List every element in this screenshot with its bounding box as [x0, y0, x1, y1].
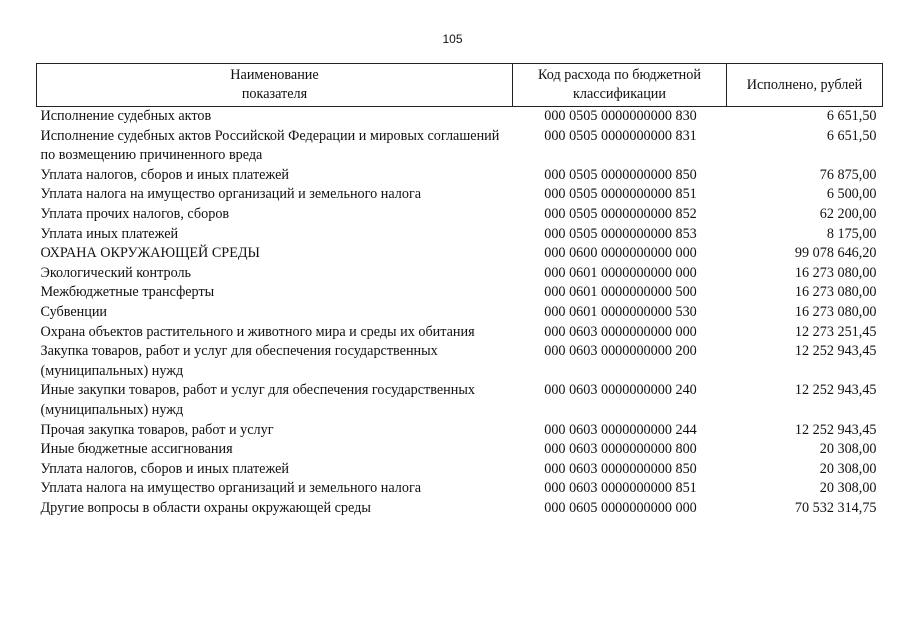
row-amount-cell: 99 078 646,20 [794, 245, 877, 262]
row-amount-cell: 16 273 080,00 [794, 284, 877, 301]
row-name-cell: Закупка товаров, работ и услуг для обеспечения государственных (муниципальных) нужд [40, 343, 438, 379]
row-code-cell: 000 0600 0000000000 000 [544, 245, 697, 262]
table-row [37, 440, 883, 460]
row-amount-cell: 6 651,50 [826, 127, 877, 144]
row-amount-cell: 20 308,00 [819, 441, 877, 458]
table-row [37, 421, 883, 441]
row-code-cell: 000 0505 0000000000 852 [544, 205, 697, 222]
row-name-cell: Исполнение судебных актов [40, 108, 212, 124]
row-code-cell: 000 0601 0000000000 500 [544, 284, 697, 301]
table-header-row [37, 64, 883, 107]
row-code-cell: 000 0601 0000000000 530 [544, 303, 697, 320]
header-name-line1: Наименование [230, 67, 319, 83]
table-row [37, 107, 883, 127]
table-row [37, 283, 883, 303]
budget-report-table [36, 63, 883, 518]
row-name-cell: Уплата налога на имущество организаций и земельного налога [40, 480, 422, 497]
row-name-cell: Экологический контроль [40, 264, 192, 281]
row-code-cell: 000 0603 0000000000 000 [544, 323, 697, 340]
row-amount-cell: 8 175,00 [826, 225, 877, 242]
row-amount-cell: 20 308,00 [819, 480, 877, 497]
row-name-cell: Другие вопросы в области охраны окружающей среды [40, 499, 371, 516]
row-amount-cell: 62 200,00 [819, 205, 877, 222]
table-row [37, 323, 883, 343]
row-name-cell: Иные закупки товаров, работ и услуг для обеспечения государственных (муниципальных) нужд [40, 382, 475, 418]
row-amount-cell: 6 651,50 [826, 108, 877, 124]
table-row [37, 499, 883, 519]
row-code-cell: 000 0601 0000000000 000 [544, 264, 697, 281]
table-row [37, 381, 883, 420]
row-name-cell: Иные бюджетные ассигнования [40, 441, 233, 458]
table-row [37, 166, 883, 186]
row-amount-cell: 76 875,00 [819, 166, 877, 183]
row-code-cell: 000 0603 0000000000 851 [544, 480, 697, 497]
row-amount-cell: 16 273 080,00 [794, 264, 877, 281]
row-code-cell: 000 0603 0000000000 200 [544, 343, 697, 360]
row-name-cell: Исполнение судебных актов Российской Федерации и мировых соглашений по возмещению причиненного вреда [40, 127, 500, 164]
row-code-cell: 000 0505 0000000000 850 [544, 166, 697, 183]
row-name-cell: Охрана объектов растительного и животного мира и среды их обитания [40, 323, 475, 340]
row-amount-cell: 16 273 080,00 [794, 303, 877, 320]
header-name-line2: показателя [241, 86, 308, 102]
row-amount-cell: 12 252 943,45 [794, 382, 877, 399]
row-amount-cell: 70 532 314,75 [794, 499, 877, 516]
table-row [37, 264, 883, 284]
row-name-cell: Уплата налогов, сборов и иных платежей [40, 460, 289, 477]
header-amount: Исполнено, рублей [727, 64, 883, 107]
header-code-line2: классификации [573, 86, 666, 102]
row-name-cell: Субвенции [40, 303, 108, 320]
row-amount-cell: 12 273 251,45 [794, 323, 877, 340]
row-code-cell: 000 0505 0000000000 853 [544, 225, 697, 242]
table-row [37, 185, 883, 205]
row-amount-cell: 20 308,00 [819, 460, 877, 477]
row-amount-cell: 6 500,00 [826, 186, 877, 203]
table-row [37, 479, 883, 499]
row-name-cell: Уплата налога на имущество организаций и земельного налога [40, 186, 422, 203]
row-name-cell: Уплата иных платежей [40, 225, 179, 242]
row-name-cell: ОХРАНА ОКРУЖАЮЩЕЙ СРЕДЫ [40, 245, 260, 262]
table-row [37, 342, 883, 381]
row-name-cell: Уплата прочих налогов, сборов [40, 205, 230, 222]
table-row [37, 225, 883, 245]
header-code-line1: Код расхода по бюджетной [538, 67, 701, 83]
row-code-cell: 000 0603 0000000000 240 [544, 382, 697, 399]
table-row [37, 303, 883, 323]
table-row [37, 127, 883, 166]
row-code-cell: 000 0505 0000000000 830 [544, 108, 697, 124]
row-code-cell: 000 0605 0000000000 000 [544, 499, 697, 516]
row-amount-cell: 12 252 943,45 [794, 421, 877, 438]
row-code-cell: 000 0505 0000000000 831 [544, 127, 697, 144]
table-row [37, 460, 883, 480]
page-number: 105 [442, 32, 463, 46]
row-code-cell: 000 0603 0000000000 850 [544, 460, 697, 477]
row-name-cell: Уплата налогов, сборов и иных платежей [40, 166, 289, 183]
row-code-cell: 000 0603 0000000000 244 [544, 421, 697, 438]
row-name-cell: Межбюджетные трансферты [40, 284, 215, 301]
row-name-cell: Прочая закупка товаров, работ и услуг [40, 421, 274, 438]
header-code [513, 64, 727, 107]
table-row [37, 244, 883, 264]
row-code-cell: 000 0603 0000000000 800 [544, 441, 697, 458]
header-name [37, 64, 513, 107]
row-code-cell: 000 0505 0000000000 851 [544, 186, 697, 203]
table-row [37, 205, 883, 225]
row-amount-cell: 12 252 943,45 [794, 343, 877, 360]
